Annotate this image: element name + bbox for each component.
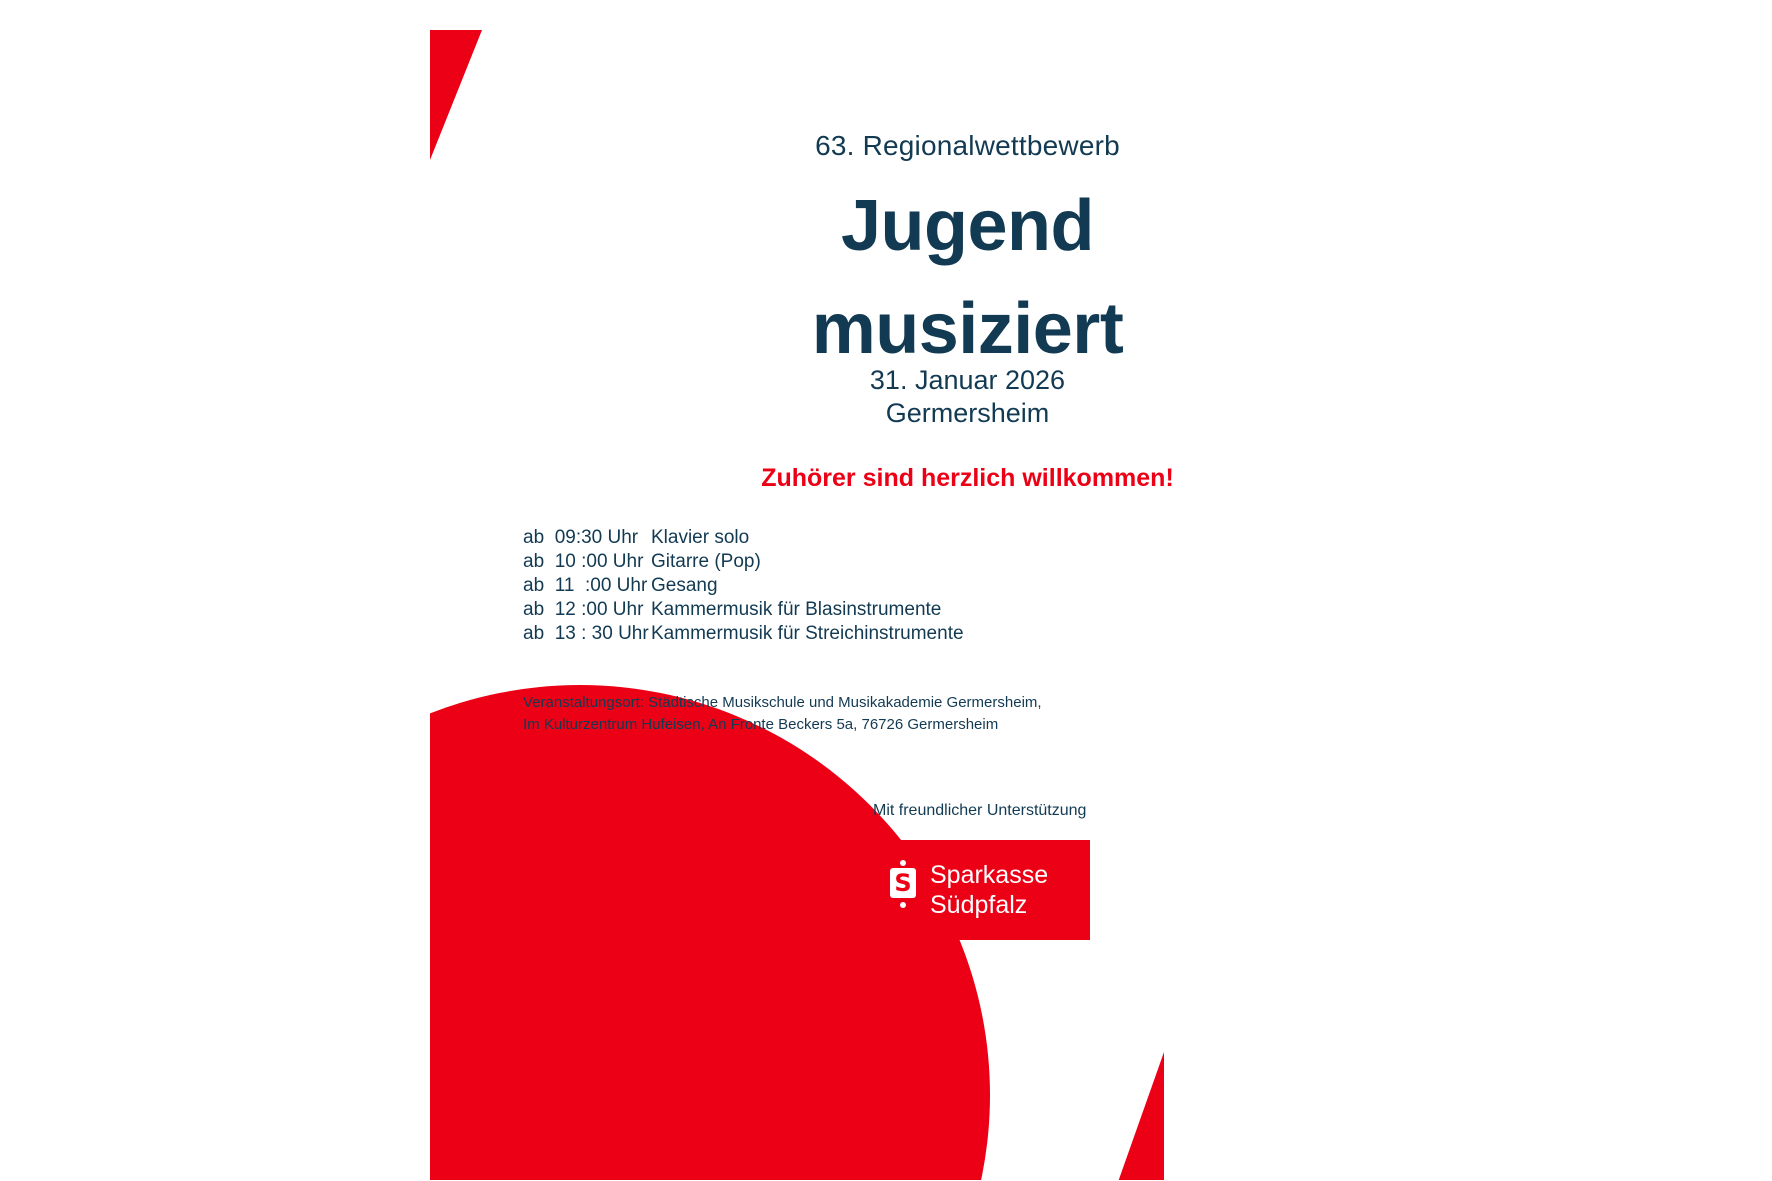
sparkasse-letter: S [890,868,916,898]
schedule-label: Kammermusik für Blasinstrumente [651,599,942,620]
venue-line-2: Im Kulturzentrum Hufeisen, An Fronte Beckers 5a, 76726 Germersheim [523,716,999,733]
schedule-label: Gitarre (Pop) [651,551,761,572]
poster-city: Germersheim [885,398,1050,428]
schedule-label: Gesang [651,575,718,596]
schedule-time: ab 09:30 Uhr [523,527,639,548]
list-item [523,551,964,575]
sparkasse-s-icon [878,840,922,940]
sparkasse-dot-top-icon [900,860,906,866]
sponsor-name-line1: Sparkasse [930,861,1049,889]
schedule-time: ab 12 :00 Uhr [523,599,644,620]
sponsor-name [922,860,1048,920]
schedule-label: Kammermusik für Streichinstrumente [651,623,964,644]
schedule-list [523,527,964,647]
poster-title-line2: musiziert [811,289,1124,369]
poster [430,30,1505,1180]
schedule-time: ab 10 :00 Uhr [523,551,644,572]
sparkasse-logo [878,840,1090,940]
schedule-label: Klavier solo [651,527,750,548]
sparkasse-dot-bottom-icon [900,902,906,908]
list-item [523,623,964,647]
sponsor-name-line2: Südpfalz [930,891,1028,919]
poster-title-line1: Jugend [840,186,1094,266]
schedule-time: ab 13 : 30 Uhr [523,623,649,644]
sponsor-note: Mit freundlicher Unterstützung [873,802,1087,819]
list-item [523,599,964,623]
list-item [523,575,964,599]
poster-welcome-note: Zuhörer sind herzlich willkommen! [761,464,1174,492]
schedule-time: ab 11 :00 Uhr [523,575,648,596]
poster-date: 31. Januar 2026 [869,365,1066,395]
poster-content [430,30,1505,1180]
venue-line-1: Veranstaltungsort: Städtische Musikschule und Musikakademie Germersheim, [523,694,1042,711]
list-item [523,527,964,551]
venue-block [523,692,1042,736]
poster-kicker: 63. Regionalwettbewerb [815,130,1120,161]
